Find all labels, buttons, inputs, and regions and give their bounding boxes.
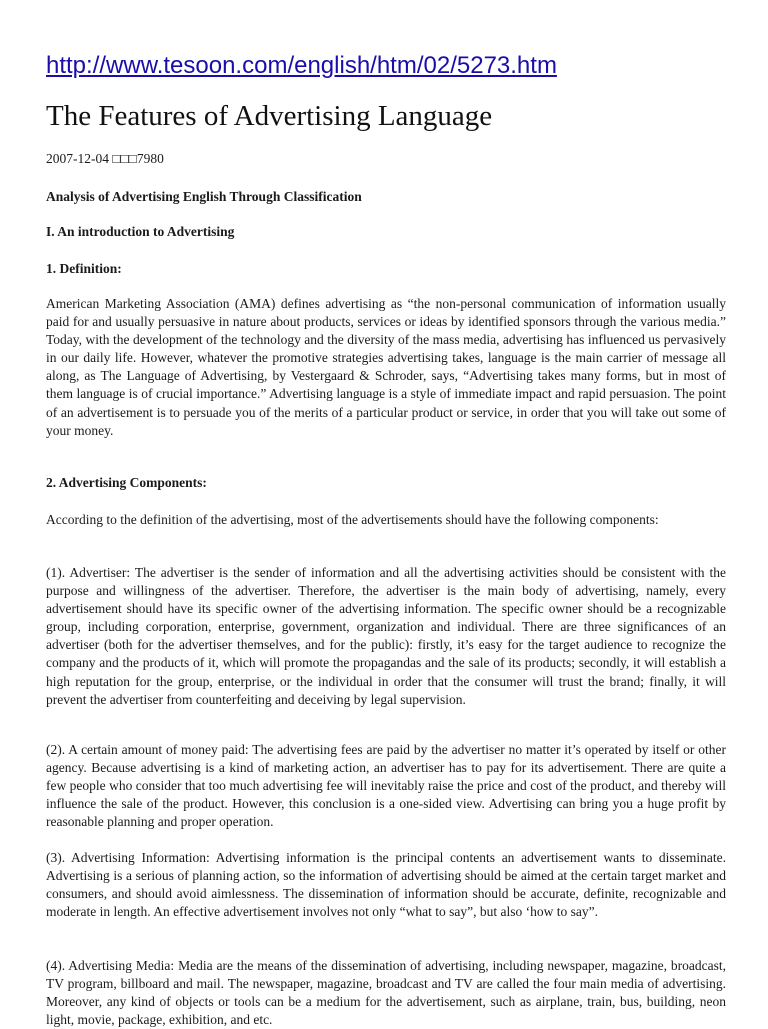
component-information-paragraph: (3). Advertising Information: Advertising information is the principal contents an advertisement wants to disseminate. Advertising is a serious of planning action, so the information of advertising should be aimed at the certain target market and consumers, and should avoid aimlessness. The dissemination of information should be accurate, definite, recognizable and moderate in length. An effective advertisement involves not only “what to say”, but also ‘how to say”. [46,850,726,920]
subtitle-heading: Analysis of Advertising English Through Classification [46,189,362,204]
section-heading: I. An introduction to Advertising [46,224,235,239]
definition-paragraph: American Marketing Association (AMA) defines advertising as “the non-personal communication of information usually paid for and usually persuasive in nature about products, services or ideas by identified sponsors through the various media.” Today, with the development of the technology and the diversity of the mass media, advertising has influenced us pervasively in our daily life. However, whatever the promotive strategies advertising takes, language is the main carrier of message all along, as The Language of Advertising, by Vestergaard & Schroder, says, “Advertising takes many forms, but in most of them language is of crucial importance.” Advertising language is a style of immediate impact and rapid persuasion. The point of an advertisement is to persuade you of the merits of a particular product or service, in order that you will take out some of your money. [46,296,726,438]
component-media-paragraph: (4). Advertising Media: Media are the means of the dissemination of advertising, including newspaper, magazine, broadcast, TV program, billboard and mail. The newspaper, magazine, broadcast and TV are called the four main media of advertising. Moreover, any kind of objects or tools can be a medium for the advertisement, such as airplane, train, bus, building, neon light, movie, package, exhibition, and etc. [46,958,726,1028]
page-title: The Features of Advertising Language [46,100,493,132]
components-intro-paragraph: According to the definition of the advertising, most of the advertisements should have the following components: [46,512,659,527]
date-meta: 2007-12-04 □□□7980 [46,151,164,166]
component-money-paragraph: (2). A certain amount of money paid: The advertising fees are paid by the advertiser no matter it’s operated by itself or other agency. Because advertising is a kind of marketing action, an advertiser has to pay for its advertisement. There are quite a few people who consider that too much advertising fee will inevitably raise the price and cost of the product, and thereby will influence the sale of the product. However, this conclusion is a one-sided view. Advertising can bring you a huge profit by reasonable planning and proper operation. [46,742,726,830]
source-link[interactable]: http://www.tesoon.com/english/htm/02/5273.htm [46,52,557,79]
components-heading: 2. Advertising Components: [46,475,207,490]
definition-heading: 1. Definition: [46,261,122,276]
component-advertiser-paragraph: (1). Advertiser: The advertiser is the sender of information and all the advertising activities should be consistent with the purpose and willingness of the advertiser. Therefore, the advertiser is the main body of advertising, namely, every advertisement should have its specific owner of the advertising information. The specific owner should be a recognizable group, including corporation, enterprise, government, organization and individual. There are three significances of an advertiser (both for the advertiser themselves, and for the public): firstly, it’s easy for the target audience to recognize the company and the products of it, which will promote the propagandas and the sale of its products; secondly, it will establish a high reputation for the group, enterprise, or the individual in order that the consumer will trust the brand; finally, it will prevent the advertiser from counterfeiting and deceiving by legal supervision. [46,565,726,707]
